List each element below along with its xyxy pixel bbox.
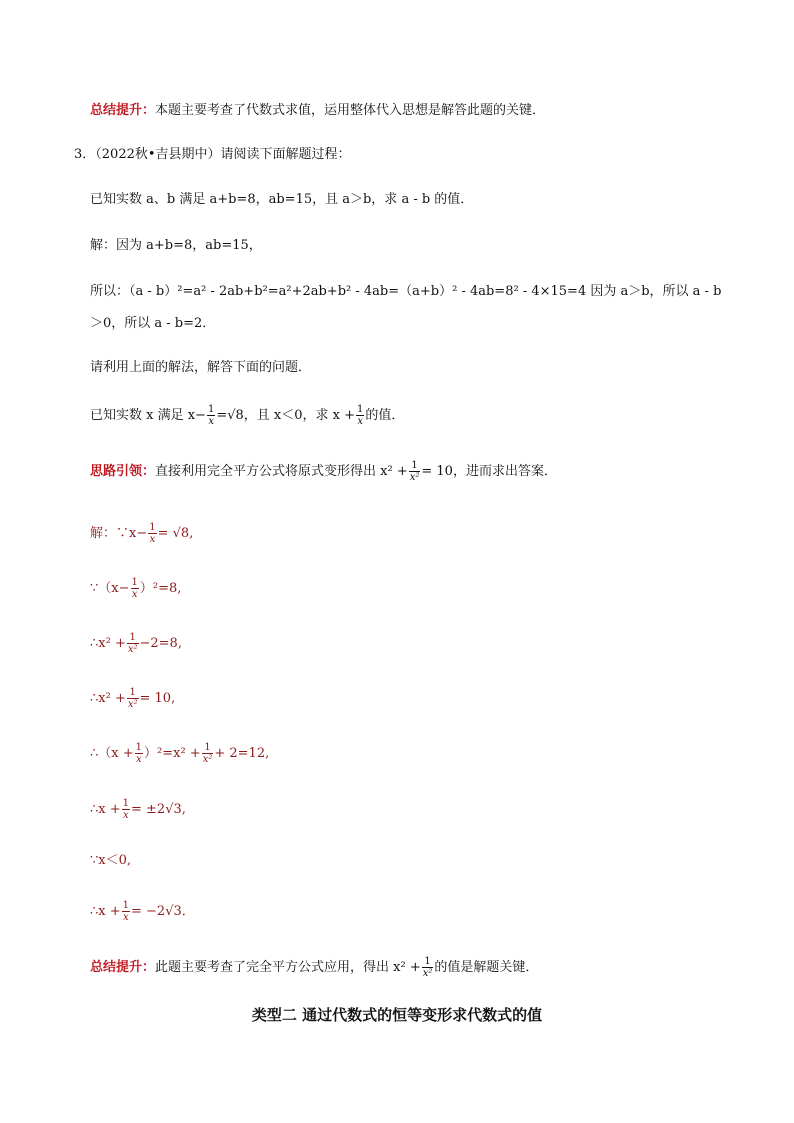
- numerator: 1: [127, 632, 139, 644]
- denominator: x: [357, 416, 363, 427]
- fraction: [207, 404, 215, 427]
- step-pre: 解：∵x−: [90, 526, 148, 541]
- step-mid: ）²=x² +: [144, 746, 201, 761]
- numerator: 1: [207, 404, 215, 415]
- step-pre: ∴x +: [90, 904, 121, 919]
- solution-step-7: ∵x＜0,: [90, 853, 132, 868]
- problem-number: 3．: [74, 147, 96, 162]
- numerator: 1: [409, 460, 421, 472]
- hint-line: [90, 460, 557, 483]
- fraction: [135, 742, 143, 765]
- summary-text-2: 的值是解题关键．: [434, 960, 539, 975]
- step-post: = √8,: [157, 526, 194, 541]
- step-pre: ∵（x−: [90, 581, 130, 596]
- derivation-line-1: 所以：（a - b）²=a² - 2ab+b²=a²+2ab+b² - 4ab=（a+b）² - 4ab=8² - 4×15=4 因为 a＞b，所以 a - b: [90, 284, 722, 299]
- fraction: [409, 460, 421, 483]
- fraction: [122, 900, 130, 923]
- denominator: x²: [127, 644, 138, 655]
- denominator: x: [208, 416, 214, 427]
- section-heading: 类型二 通过代数式的恒等变形求代数式的值: [251, 1006, 543, 1024]
- step-post: = 10,: [139, 691, 176, 706]
- hint-text-1: 直接利用完全平方公式将原式变形得出 x² +: [155, 464, 408, 479]
- denominator: x: [123, 912, 129, 923]
- solution-step-6: [90, 798, 186, 821]
- solution-step-3: [90, 632, 182, 655]
- fraction: [422, 956, 434, 979]
- fraction: [202, 742, 214, 765]
- solution-step-5: [90, 742, 269, 765]
- numerator: 1: [135, 742, 143, 753]
- numerator: 1: [422, 956, 434, 968]
- numerator: 1: [131, 577, 138, 588]
- fraction: [127, 687, 139, 710]
- solution-step-8: [90, 900, 195, 923]
- denominator: x²: [202, 754, 213, 765]
- denominator: x²: [127, 699, 138, 710]
- fraction: [148, 522, 156, 545]
- problem-intro: 请阅读下面解题过程：: [220, 147, 351, 162]
- step-pre: ∴（x +: [90, 746, 134, 761]
- step-post: ）²=8,: [139, 581, 182, 596]
- denominator: x: [136, 754, 142, 765]
- denominator: x²: [409, 472, 420, 483]
- summary-line-1: [90, 101, 545, 121]
- summary-text-1: 此题主要考查了完全平方公式应用，得出 x² +: [155, 960, 421, 975]
- summary-line-2: [90, 956, 538, 979]
- problem-header: [74, 145, 351, 165]
- hint-text-2: = 10，进而求出答案．: [421, 464, 557, 479]
- question-suffix: 的值．: [365, 408, 405, 423]
- question-line: [90, 404, 404, 427]
- numerator: 1: [202, 742, 214, 754]
- problem-source: （2022秋•吉县期中）: [95, 147, 221, 162]
- step-post: = −2√3．: [131, 904, 195, 919]
- derivation-line-2: ＞0，所以 a - b=2．: [90, 316, 216, 331]
- summary-text: 本题主要考查了代数式求值，运用整体代入思想是解答此题的关键．: [155, 103, 546, 118]
- step-post: + 2=12,: [214, 746, 270, 761]
- solution-step-4: [90, 687, 175, 710]
- given-conditions: 已知实数 a、b 满足 a+b=8，ab=15，且 a＞b，求 a - b 的值．: [90, 192, 474, 207]
- summary-tag: 总结提升：: [90, 960, 156, 975]
- denominator: x: [131, 589, 138, 600]
- step-pre: ∴x² +: [90, 636, 126, 651]
- denominator: x²: [422, 968, 433, 979]
- solution-intro: 解：因为 a+b=8，ab=15，: [90, 238, 262, 253]
- solution-step-1: [90, 522, 193, 545]
- use-method-text: 请利用上面的解法，解答下面的问题．: [90, 360, 312, 375]
- question-eq: =√8，且 x＜0，求 x +: [216, 408, 355, 423]
- step-pre: ∴x² +: [90, 691, 126, 706]
- step-pre: ∴x +: [90, 802, 121, 817]
- numerator: 1: [127, 687, 139, 699]
- question-prefix: 已知实数 x 满足 x−: [90, 408, 206, 423]
- numerator: 1: [149, 522, 156, 533]
- numerator: 1: [122, 798, 130, 809]
- fraction: [131, 577, 139, 600]
- denominator: x: [123, 810, 129, 821]
- solution-step-2: [90, 577, 181, 600]
- step-post: = ±2√3,: [131, 802, 186, 817]
- fraction: [127, 632, 139, 655]
- step-post: −2=8,: [139, 636, 182, 651]
- denominator: x: [149, 534, 156, 545]
- hint-tag: 思路引领：: [90, 464, 156, 479]
- summary-tag: 总结提升：: [90, 103, 156, 118]
- numerator: 1: [122, 900, 130, 911]
- fraction: [122, 798, 130, 821]
- fraction: [356, 404, 364, 427]
- numerator: 1: [357, 404, 364, 415]
